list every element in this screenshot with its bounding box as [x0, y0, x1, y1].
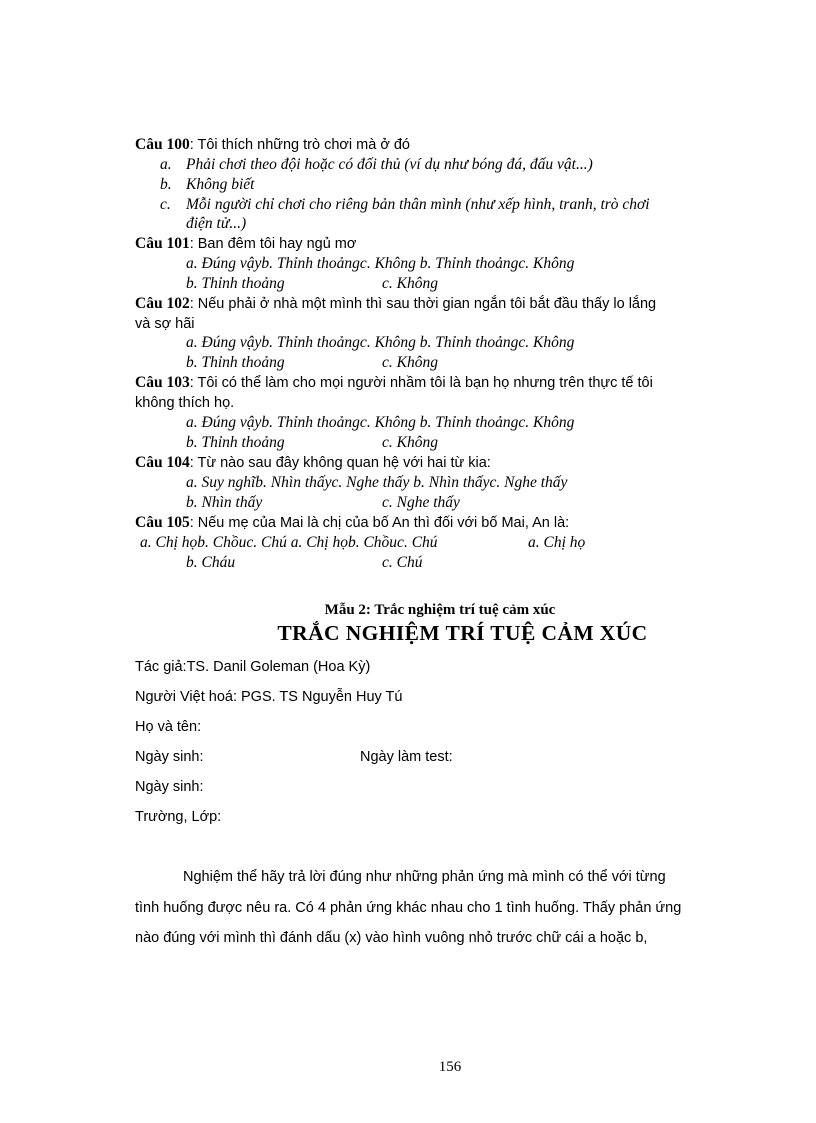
- option-b: b. Thỉnh thoảng: [186, 354, 285, 371]
- question-label: Câu 105: [135, 514, 190, 531]
- translator-line: Người Việt hoá: PGS. TS Nguyễn Huy Tú: [135, 689, 403, 705]
- question-label: Câu 104: [135, 454, 190, 471]
- option-text: Phải chơi theo đội hoặc có đối thủ (ví dụ như bóng đá, đấu vật...): [186, 156, 593, 173]
- option-text: điện tử...): [186, 215, 247, 232]
- question-label: Câu 102: [135, 295, 190, 312]
- option-b: b. Cháu: [186, 554, 236, 571]
- name-field: Họ và tên:: [135, 719, 202, 735]
- option-c: c. Không: [382, 275, 438, 292]
- option-line: [186, 214, 246, 234]
- question-label: Câu 103: [135, 374, 190, 391]
- dob-field-2: Ngày sinh:: [135, 779, 204, 795]
- option-c: c. Không: [382, 434, 438, 451]
- option-line: a. Đúng vậyb. Thỉnh thoảngc. Không b. Thỉnh thoảngc. Không: [186, 334, 575, 351]
- option-line: [160, 195, 650, 215]
- question-text: : Nếu phải ở nhà một mình thì sau thời gian ngắn tôi bắt đầu thấy lo lắng: [189, 296, 657, 312]
- option-b: b. Thỉnh thoảng: [186, 434, 285, 451]
- question-text: : Tôi thích những trò chơi mà ở đó: [189, 137, 410, 153]
- option-letter: c.: [160, 196, 171, 213]
- question-text: : Ban đêm tôi hay ngủ mơ: [189, 236, 357, 252]
- question-text: : Tôi có thể làm cho mọi người nhầm tôi là bạn họ nhưng trên thực tế tôi: [189, 375, 653, 391]
- option-line: a. Đúng vậyb. Thỉnh thoảngc. Không b. Thỉnh thoảngc. Không: [186, 414, 575, 431]
- section-title: TRẮC NGHIỆM TRÍ TUỆ CẢM XÚC: [277, 621, 648, 645]
- section-subtitle: Mẫu 2: Trắc nghiệm trí tuệ cảm xúc: [324, 602, 556, 618]
- option-c: c. Không: [382, 354, 438, 371]
- question-text-cont: và sợ hãi: [135, 316, 195, 332]
- question-100: [135, 135, 410, 155]
- option-b: b. Thỉnh thoảng: [186, 275, 285, 292]
- question-text: : Nếu mẹ của Mai là chị của bố An thì đối với bố Mai, An là:: [189, 515, 570, 531]
- page-number: 156: [438, 1059, 462, 1075]
- question-text-cont: không thích họ.: [135, 395, 235, 411]
- instructions-line: nào đúng với mình thì đánh dấu (x) vào hình vuông nhỏ trước chữ cái a hoặc b,: [135, 930, 648, 946]
- option-c: c. Chú: [382, 554, 423, 571]
- question-label: Câu 100: [135, 136, 190, 153]
- question-105: [135, 513, 569, 533]
- question-103: [135, 373, 653, 393]
- author-line: Tác giả:TS. Danil Goleman (Hoa Kỳ): [135, 659, 371, 675]
- option-line: a. Chị họb. Chồuc. Chú a. Chị họb. Chồuc. Chú: [140, 534, 438, 551]
- instructions-line: tình huống được nêu ra. Có 4 phản ứng khác nhau cho 1 tình huống. Thấy phản ứng: [135, 900, 682, 916]
- option-letter: a.: [160, 156, 172, 173]
- option-letter: b.: [160, 176, 172, 193]
- question-label: Câu 101: [135, 235, 190, 252]
- question-102: [135, 294, 656, 314]
- instructions-line: Nghiệm thể hãy trả lời đúng như những phản ứng mà mình có thể với từng: [183, 869, 666, 885]
- option-text: Không biết: [186, 176, 255, 193]
- question-104: [135, 453, 491, 473]
- option-line: a. Đúng vậyb. Thỉnh thoảngc. Không b. Thỉnh thoảngc. Không: [186, 255, 575, 272]
- option-line: [160, 175, 254, 195]
- option-line-extra: a. Chị họ: [528, 534, 586, 551]
- option-line: a. Suy nghĩb. Nhìn thấyc. Nghe thấy b. Nhìn thấyc. Nghe thấy: [186, 474, 568, 491]
- test-date-field: Ngày làm test:: [360, 749, 453, 765]
- option-c: c. Nghe thấy: [382, 494, 460, 511]
- option-b: b. Nhìn thấy: [186, 494, 263, 511]
- school-field: Trường, Lớp:: [135, 809, 222, 825]
- option-line: [160, 155, 593, 175]
- question-text: : Từ nào sau đây không quan hệ với hai từ kia:: [189, 455, 491, 471]
- question-101: [135, 234, 356, 254]
- option-text: Mỗi người chỉ chơi cho riêng bản thân mình (như xếp hình, tranh, trò chơi: [186, 196, 650, 213]
- dob-field: Ngày sinh:: [135, 749, 204, 765]
